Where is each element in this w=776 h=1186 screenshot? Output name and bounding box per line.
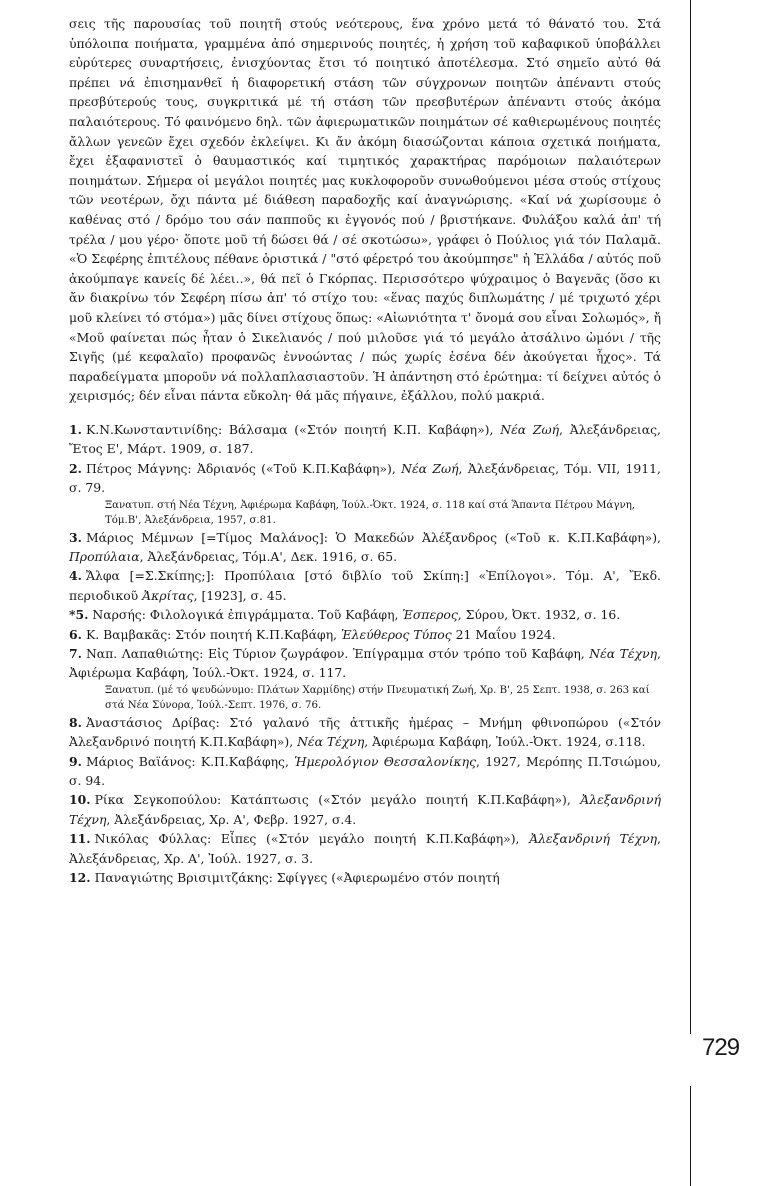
- reprint-note: Ξανατυπ. (μέ τό ψευδώνυμο: Πλάτων Χαρμίδης) στήν Πνευματική Ζωή, Χρ. Β', 25 Σεπτ. 1938, σ. 263 καί στά Νέα Σύνορα, Ἰούλ.-Σεπτ. 1976, σ. 76.: [105, 684, 650, 711]
- footnote: 7. Ναπ. Λαπαθιώτης: Εἰς Τύριον ζωγράφον. Ἐπίγραμμα στόν τρόπο τοῦ Καβάφη, Νέα Τέχνη, Ἀφιέρωμα Καβάφη, Ἰούλ.-Ὀκτ. 1924, σ. 117. Ξανατυπ. (μέ τό ψευδώνυμο: Πλάτων Χαρμίδης) στήν Πνευματική Ζωή, Χρ. Β', 25 Σεπτ. 1938, σ. 263 καί στά Νέα Σύνορα, Ἰούλ.-Σεπτ. 1976, σ. 76.: [69, 645, 661, 711]
- reprint-note: Ξανατυπ. στή Νέα Τέχνη, Ἀφιέρωμα Καβάφη, Ἰούλ.-Ὀκτ. 1924, σ. 118 καί στά Ἅπαντα Πέτρου Μάγνη, Τόμ.Β', Ἀλεξάνδρεια, 1957, σ.81.: [105, 499, 636, 526]
- footnotes-list: [69, 420, 661, 888]
- footnote: 6. Κ. Βαμβακᾶς: Στόν ποιητή Κ.Π.Καβάφη, Ἐλεύθερος Τύπος 21 Μαΐου 1924.: [69, 626, 556, 642]
- footnote: 4. Ἄλφα [=Σ.Σκίπης;]: Προπύλαια [στό διβλίο τοῦ Σκίπη:] «Ἐπίλογοι». Τόμ. Α', Ἔκδ. περιοδικοῦ Ἀκρίτας, [1923], σ. 45.: [69, 568, 661, 603]
- footnote: 8. Ἀναστάσιος Δρίβας: Στό γαλανό τῆς ἀττικῆς ἡμέρας – Μνήμη φθινοπώρου («Στόν Ἀλεξανδρινό ποιητή Κ.Π.Καβάφη»), Νέα Τέχνη, Ἀφιέρωμα Καβάφη, Ἰούλ.-Ὀκτ. 1924, σ.118.: [69, 714, 661, 750]
- footnote: 11. Νικόλας Φύλλας: Εἶπες («Στόν μεγάλο ποιητή Κ.Π.Καβάφη»), Ἀλεξανδρινή Τέχνη, Ἀλεξάνδρειας, Χρ. Α', Ἰούλ. 1927, σ. 3.: [69, 831, 661, 866]
- footnote: 10. Ρίκα Σεγκοπούλου: Κατάπτωσις («Στόν μεγάλο ποιητή Κ.Π.Καβάφη»), Ἀλεξανδρινή Τέχνη, Ἀλεξάνδρειας, Χρ. Α', Φεβρ. 1927, σ.4.: [69, 792, 661, 827]
- margin-rule-upper: [690, 0, 691, 1034]
- footnote: 1. Κ.Ν.Κωνσταντινίδης: Βάλσαμα («Στόν ποιητή Κ.Π. Καβάφη»), Νέα Ζωή, Ἀλεξάνδρειας, Ἔτος Ε', Μάρτ. 1909, σ. 187.: [69, 421, 661, 457]
- page-content: [69, 14, 661, 1180]
- body-paragraph: σεις τῆς παρουσίας τοῦ ποιητῆ στούς νεότερους, ἕνα χρόνο μετά τό θάνατό του. Στά ὑπόλοιπα ποιήματα, γραμμένα ἀπό σημερινούς ποιητές, ἡ χρήση τοῦ καβαφικοῦ ὑποβάλλει εὐρύτερες συναρτήσεις, ἐνισχύοντας ἔτσι τό ποιητικό ἀποτέλεσμα. Στό σημεῖο αὐτό θά πρέπει νά ἐπισημανθεῖ ἡ διαφορετική στάση τῶν σύγχρονων ποιητῶν ἀπέναντι στούς πρεσβύτερούς τους, συγκριτικά μέ τή στάση τῶν πρεσβυτέρων ἀπέναντι στούς ἀκόμα παλαιότερους. Τό φαινόμενο δηλ. τῶν ἀφιερωματικῶν ποιημάτων σέ καθιερωμένους ποιητές ἄλλων γενεῶν ἔχει σχεδόν ἐκλείψει. Κι ἄν ἀκόμη διασώζονται κάποια σχετικά ποιήματα, ἔχει ἐξαφανιστεῖ ὁ θαυμαστικός καί τιμητικός χαρακτήρας παρόμοιων παλαιότερων ποιημάτων. Σήμερα οἱ μεγάλοι ποιητές μας κυκλοφοροῦν συνωθούμενοι μέσα στούς στίχους τῶν νεοτέρων, ὄχι πάντα μέ διάθεση παραδοχῆς καί ἀναγνώρισης. «Καί νά χωρίσουμε ὁ καθένας στό / δρόμο του σάν παπποῦς κι ἐγγονός πού / βριστήκανε. Φυλάξου καλά ἀπ' τή τρέλα / μου γέρο· ὅποτε μοῦ τή δώσει θά / σέ σκοτώσω», γράφει ὁ Πούλιος γιά τόν Παλαμᾶ. «Ὁ Σεφέρης ἐπιτέλους πέθανε ὁριστικά / "στό φέρετρό του ἀκούμπησε" ἡ Ἑλλάδα / αὐτός ποῦ ἀκούμπαγε κανείς δέ λέει..», θά πεῖ ὁ Γκόρπας. Περισσότερο ψύχραιμος ὁ Βαγενᾶς (ὅσο κι ἄν διακρίνω τόν Σεφέρη πίσω ἀπ' τό στίχο του: «ἕνας παχύς διπλωμάτης / μέ τριχωτό χέρι μοῦ κλείνει τό στόμα») μᾶς δίνει στίχους ὅπως: «Αἰωνιότητα τ' ὄνομά σου εἶναι Σολωμός», ἤ «Μοῦ φαίνεται πώς ἦταν ὁ Σικελιανός / πού μιλοῦσε γιά τό μεγάλο ἀτσάλινο ὠμόνι / τῆς Σιγῆς (μέ κεφαλαῖο) προφανῶς ἐννοώντας / πώς χωρίς ἐσένα δέν ἀκούγεται ἦχος». Τά παραδείγματα μποροῦν νά πολλαπλασιαστοῦν. Ἡ ἀπάντηση στό ἐρώτημα: τί δείχνει αὐτός ὁ χειρισμός; δέν εἶναι πάντα εὔκολη· θά μᾶς πήγαινε, ἐξάλλου, πολύ μακριά.: [69, 16, 661, 404]
- page-number: 729: [702, 1034, 740, 1061]
- footnote: *5. Ναρσής: Φιλολογικά ἐπιγράμματα. Τοῦ Καβάφη, Ἑσπερος, Σύρου, Ὀκτ. 1932, σ. 16.: [69, 607, 621, 623]
- footnote: 2. Πέτρος Μάγνης: Ἀδριανός («Τοῦ Κ.Π.Καβάφη»), Νέα Ζωή, Ἀλεξάνδρειας, Τόμ. VII, 1911, σ. 79. Ξανατυπ. στή Νέα Τέχνη, Ἀφιέρωμα Καβάφη, Ἰούλ.-Ὀκτ. 1924, σ. 118 καί στά Ἅπαντα Πέτρου Μάγνη, Τόμ.Β', Ἀλεξάνδρεια, 1957, σ.81.: [69, 460, 661, 526]
- footnote: 9. Μάριος Βαϊάνος: Κ.Π.Καβάφης, Ἡμερολόγιον Θεσσαλονίκης, 1927, Μερόπης Π.Τσιώμου, σ. 94.: [69, 753, 661, 788]
- margin-rule-lower: [690, 1086, 691, 1186]
- footnote: 3. Μάριος Μέμνων [=Τίμος Μαλάνος]: Ὁ Μακεδών Ἀλέξανδρος («Τοῦ κ. Κ.Π.Καβάφη»), Προπύλαια, Ἀλεξάνδρειας, Τόμ.Α', Δεκ. 1916, σ. 65.: [69, 529, 661, 564]
- footnote: 12. Παναγιώτης Βρισιμιτζάκης: Σφίγγες («Ἀφιερωμένο στόν ποιητή: [69, 870, 500, 885]
